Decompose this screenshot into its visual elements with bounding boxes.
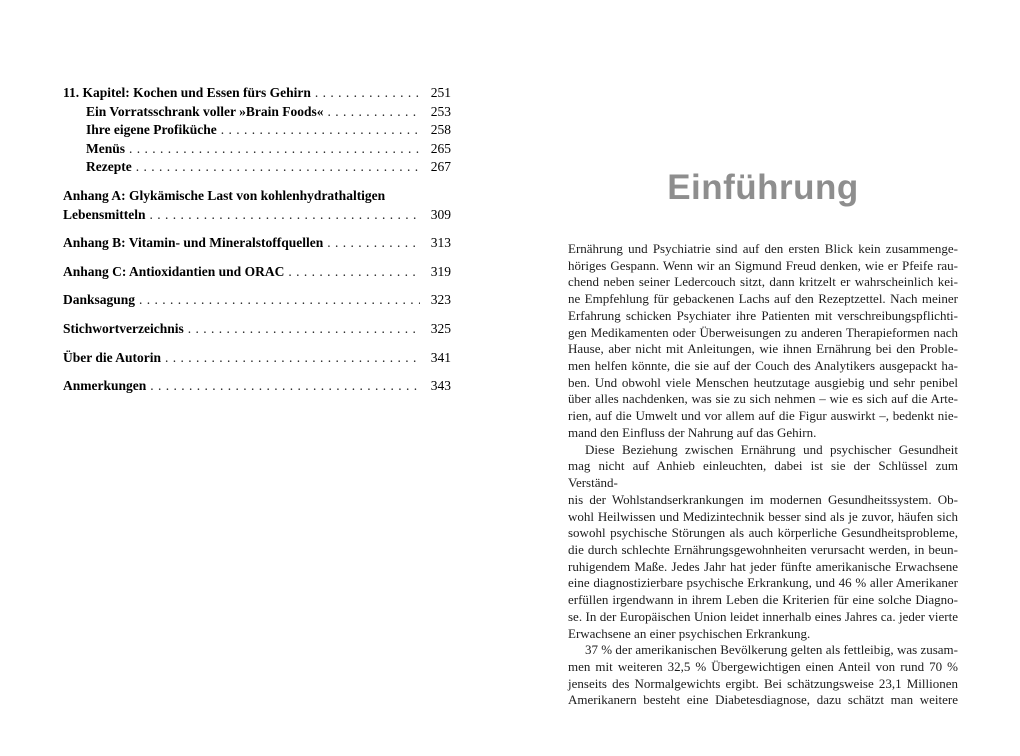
body-line: ben. Und obwohl viele Menschen heutzutage ausgiebig und sehr penibel <box>568 374 958 390</box>
dot-leader <box>221 121 420 140</box>
body-line: Amerikanern besteht eine Diabetesdiagnose, dazu schätzt man weitere <box>568 692 958 708</box>
dot-leader <box>188 320 420 339</box>
toc-entry-label: Anhang B: Vitamin- und Mineralstoffquellen <box>63 235 324 251</box>
body-line: Diese Beziehung zwischen Ernährung und psychischer Gesundheit <box>585 441 958 457</box>
toc-entry-label: Rezepte <box>86 159 132 175</box>
toc-entry <box>63 291 451 310</box>
body-line: Ernährung und Psychiatrie sind auf den ersten Blick kein zusammenge- <box>568 241 958 256</box>
dot-leader <box>139 291 420 310</box>
toc-entry <box>63 206 451 225</box>
body-line: nis der Wohlstandserkrankungen im modernen Gesundheitssystem. Ob- <box>568 491 958 507</box>
toc-entry-page: 309 <box>430 206 451 222</box>
toc-entry <box>63 234 451 253</box>
paragraph <box>568 442 958 643</box>
body-line: wohl Heilwissen und Medizintechnik besser sind als je zuvor, häufen sich <box>568 508 958 524</box>
toc-entry-label: Anhang C: Antioxidantien und ORAC <box>63 263 285 279</box>
paragraph <box>568 642 958 709</box>
body-line: men helfen könnte, die sie auf der Couch des Analytikers ausgepackt ha- <box>568 358 958 374</box>
body-line: eine diagnostizierbare psychische Erkrankung, und 46 % aller Amerikaner <box>568 575 958 591</box>
toc-entry <box>63 187 451 206</box>
toc-entry <box>63 84 451 103</box>
body-line: sowohl psychische Störungen als auch körperliche Gesundheitsprobleme, <box>568 525 958 541</box>
toc-entry-page: 258 <box>430 122 451 138</box>
dot-leader <box>165 349 420 368</box>
dot-leader <box>150 377 420 396</box>
paragraph <box>568 241 958 442</box>
dot-leader <box>327 234 420 253</box>
toc-entry-page: 325 <box>430 320 451 336</box>
body-line: ruhigendem Maße. Jedes Jahr hat jeder fünfte amerikanische Erwachsene <box>568 558 958 574</box>
toc-entry-label: Über die Autorin <box>63 349 162 365</box>
toc-entry-label: Anmerkungen <box>63 378 147 394</box>
body-line: ne Empfehlung für gebackenen Lachs auf den Rezeptzettel. Nach meiner <box>568 291 958 307</box>
toc-entry-label: 11. Kapitel: Kochen und Essen fürs Gehirn <box>63 85 311 100</box>
toc-entry-label: Anhang A: Glykämische Last von kohlenhydrathaltigen <box>63 187 386 203</box>
toc-entry-page: 319 <box>430 263 451 279</box>
body-line: erfüllen irgendwann in ihrem Leben die Kriterien für eine solche Diagno- <box>568 592 958 608</box>
toc-entry <box>63 121 451 140</box>
body-line: Erwachsene an einer psychischen Erkrankung. <box>568 625 811 641</box>
body-line: men mit weiteren 32,5 % Übergewichtigen einen Anteil von rund 70 % <box>568 658 958 674</box>
toc-entry-label: Stichwortverzeichnis <box>63 320 184 336</box>
toc-entry-page: 323 <box>430 292 451 308</box>
dot-leader <box>136 158 420 177</box>
dot-leader <box>150 206 421 225</box>
toc-entry <box>63 263 451 282</box>
toc-entry-label: Ein Vorratsschrank voller »Brain Foods« <box>86 103 324 119</box>
toc-entry <box>63 140 451 159</box>
body-line: Erfahrung schicken Psychiater ihre Patienten mit verschreibungspflichti- <box>568 307 958 323</box>
body-line: chend neben seiner Ledercouch sitzt, dann kritzelt er wahrscheinlich kei- <box>568 274 958 290</box>
dot-leader <box>315 84 420 103</box>
toc-entry-page: 267 <box>430 159 451 175</box>
body-line: jenseits des Normalgewichts ergibt. Bei schätzungsweise 23,1 Millionen <box>568 675 958 691</box>
body-line: über alles nachdenken, was sie zu sich nehmen – wie es sich auf die Arte- <box>568 391 958 407</box>
body-line: höriges Gespann. Wenn wir an Sigmund Freud denken, wie er Pfeife rau- <box>568 257 958 273</box>
toc-entry <box>63 349 451 368</box>
toc-entry-label: Danksagung <box>63 292 136 308</box>
table-of-contents <box>63 84 451 396</box>
body-line: gen Medikamenten oder Überweisungen zu anderen Therapieformen nach <box>568 324 958 340</box>
toc-entry <box>63 377 451 396</box>
body-line: Hause, aber nicht mit Anleitungen, wie ihnen Ernährung bei den Proble- <box>568 341 958 357</box>
toc-entry-label: Lebensmitteln <box>63 206 146 222</box>
body-line: mand den Einfluss der Nahrung auf das Gehirn. <box>568 424 817 440</box>
body-line: 37 % der amerikanischen Bevölkerung gelten als fettleibig, was zusam- <box>585 642 958 658</box>
toc-entry-label: Menüs <box>86 140 126 156</box>
toc-entry-page: 341 <box>430 349 451 365</box>
toc-entry-page: 253 <box>430 103 451 119</box>
toc-entry-page: 313 <box>430 235 451 251</box>
body-line: mag nicht auf Anhieb einleuchten, dabei ist sie der Schlüssel zum Verständ- <box>568 458 958 491</box>
toc-entry-page: 265 <box>430 140 451 156</box>
dot-leader <box>288 263 420 282</box>
toc-entry <box>63 320 451 339</box>
toc-entry-label: Ihre eigene Profiküche <box>86 122 217 138</box>
toc-entry <box>63 158 451 177</box>
body-line: die durch schlechte Ernährungsgewohnheiten verursacht werden, in beun- <box>568 541 958 557</box>
toc-entry-page: 251 <box>430 85 451 100</box>
dot-leader <box>129 140 420 159</box>
body-line: se. In der Europäischen Union leidet innerhalb eines Jahres ca. jeder vierte <box>568 608 958 624</box>
chapter-body <box>568 241 958 709</box>
body-line: rien, auf die Umwelt und vor allem auf die Figur auswirkt –, bedenkt nie- <box>568 408 958 424</box>
toc-entry <box>63 103 451 122</box>
chapter-title: Einführung <box>667 168 859 207</box>
dot-leader <box>328 103 420 122</box>
toc-entry-page: 343 <box>430 378 451 394</box>
